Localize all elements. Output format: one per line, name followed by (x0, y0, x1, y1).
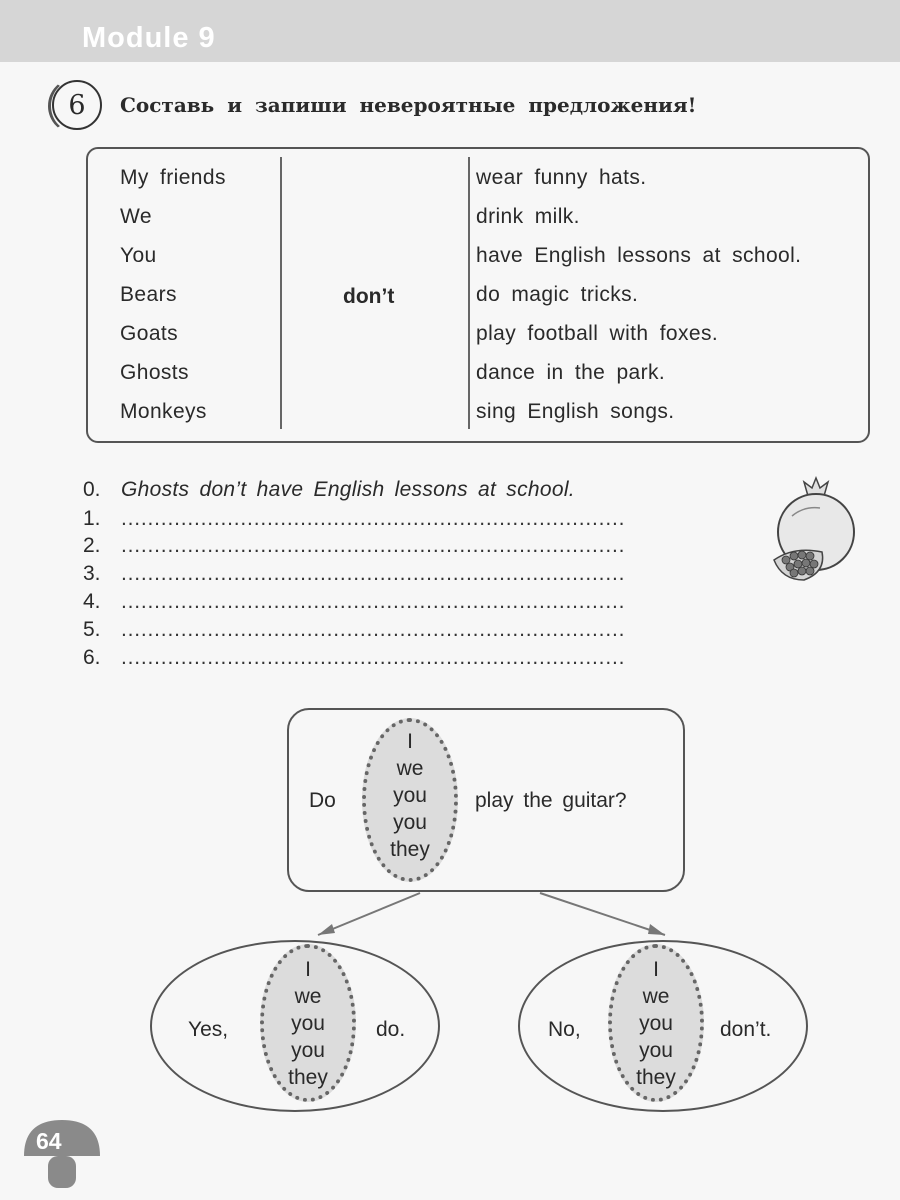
subject-cell: We (120, 205, 152, 228)
dotted-blank[interactable]: ............................................................................ (121, 534, 626, 557)
module-title: Module 9 (82, 22, 216, 54)
pronoun: we (396, 757, 424, 780)
line-number: 4. (83, 590, 101, 613)
table-divider-right (468, 157, 470, 429)
predicate-cell: play football with foxes. (476, 322, 719, 345)
pronoun: you (639, 1039, 673, 1062)
pronoun: I (305, 958, 311, 981)
pronoun: we (294, 985, 322, 1008)
answer-line[interactable] (83, 590, 625, 614)
example-sentence (83, 478, 575, 502)
predicate-cell: do magic tricks. (476, 283, 639, 306)
verb-cell: don’t (343, 285, 395, 308)
line-number: 5. (83, 618, 101, 641)
line-number: 1. (83, 507, 101, 530)
line-number: 3. (83, 562, 101, 585)
pronoun-stack (608, 956, 704, 1091)
pronoun: you (639, 1012, 673, 1035)
predicate-cell: drink milk. (476, 205, 580, 228)
pronoun: I (407, 730, 413, 753)
exercise-number: 6 (52, 80, 102, 130)
predicate-cell: have English lessons at school. (476, 244, 802, 267)
subject-cell: You (120, 244, 157, 267)
line-number: 6. (83, 646, 101, 669)
dotted-blank[interactable]: ............................................................................ (121, 646, 626, 669)
answer-line[interactable] (83, 562, 625, 586)
answer-line[interactable] (83, 618, 625, 642)
dotted-blank[interactable]: ............................................................................ (121, 507, 626, 530)
pronoun: they (636, 1066, 676, 1089)
dotted-blank[interactable]: ............................................................................ (121, 590, 626, 613)
pronoun: I (653, 958, 659, 981)
exercise-instruction: Составь и запиши невероятные предложения! (120, 93, 697, 117)
pronoun-stack (362, 728, 458, 863)
pronoun: you (393, 784, 427, 807)
no-answer-oval (518, 940, 808, 1112)
predicate-cell: dance in the park. (476, 361, 666, 384)
pronoun-stack (260, 956, 356, 1091)
mushroom-icon (20, 1116, 104, 1192)
question-box (287, 708, 685, 892)
yes-answer-oval (150, 940, 440, 1112)
yes-verb: do. (376, 1018, 406, 1041)
answer-line[interactable] (83, 507, 625, 531)
subject-cell: Goats (120, 322, 179, 345)
pronoun: you (291, 1039, 325, 1062)
pronoun: they (288, 1066, 328, 1089)
subject-cell: Ghosts (120, 361, 189, 384)
predicate-cell: wear funny hats. (476, 166, 647, 189)
example-text: Ghosts don’t have English lessons at school. (121, 478, 575, 501)
answer-line[interactable] (83, 534, 625, 558)
answer-line[interactable] (83, 646, 625, 670)
subject-cell: Monkeys (120, 400, 207, 423)
question-do: Do (309, 789, 336, 812)
pronoun: they (390, 838, 430, 861)
predicate-cell: sing English songs. (476, 400, 675, 423)
pomegranate-icon (764, 476, 866, 588)
pronoun: you (291, 1012, 325, 1035)
no-word: No, (548, 1018, 581, 1041)
yes-word: Yes, (188, 1018, 229, 1041)
word-table (86, 147, 870, 443)
subject-cell: Bears (120, 283, 177, 306)
dotted-blank[interactable]: ............................................................................ (121, 618, 626, 641)
pronoun: we (642, 985, 670, 1008)
table-divider-left (280, 157, 282, 429)
line-number: 2. (83, 534, 101, 557)
pronoun: you (393, 811, 427, 834)
page-number: 64 (36, 1128, 62, 1154)
line-number: 0. (83, 478, 101, 501)
question-rest: play the guitar? (475, 789, 627, 812)
no-verb: don’t. (720, 1018, 772, 1041)
subject-cell: My friends (120, 166, 226, 189)
dotted-blank[interactable]: ............................................................................ (121, 562, 626, 585)
